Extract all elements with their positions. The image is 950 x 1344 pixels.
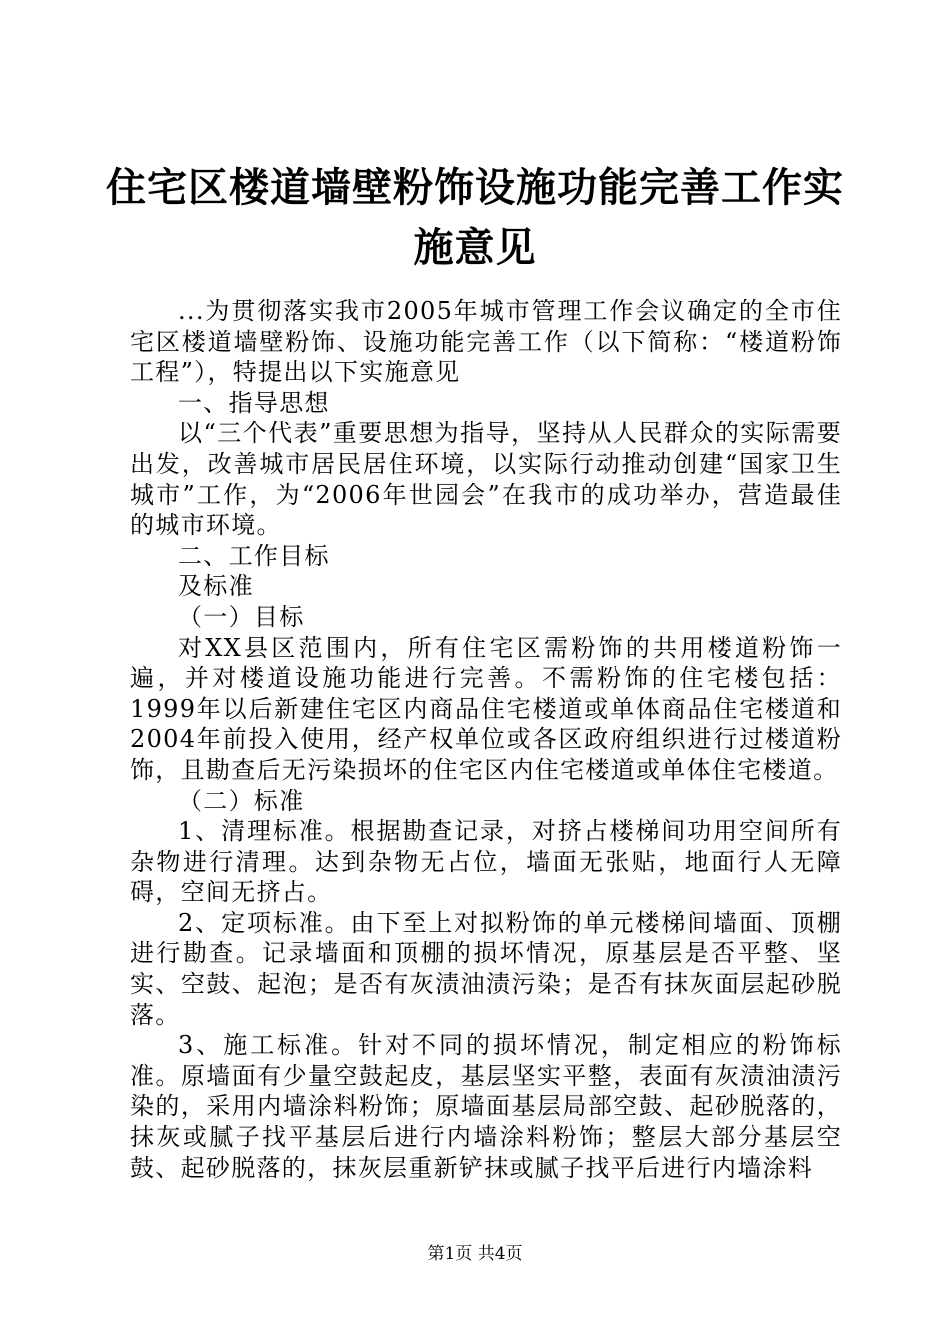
inspection-standard-paragraph: 2、定项标准。由下至上对拟粉饰的单元楼梯间墙面、顶棚进行勘查。记录墙面和顶棚的损坏情况，原基层是否平整、坚实、空鼓、起泡；是否有灰渍油渍污染；是否有抹灰面层起砂脱落。 bbox=[130, 908, 842, 1029]
construction-standard-paragraph: 3、施工标准。针对不同的损坏情况，制定相应的粉饰标准。原墙面有少量空鼓起皮，基层坚实平整，表面有灰渍油渍污染的，采用内墙涂料粉饰；原墙面基层局部空鼓、起砂脱落的，抹灰或腻子找平基层后进行内墙涂料粉饰；整层大部分基层空鼓、起砂脱落的，抹灰层重新铲抹或腻子找平后进行内墙涂料 bbox=[130, 1031, 842, 1182]
cleanup-standard-paragraph: 1、清理标准。根据勘查记录，对挤占楼梯间功用空间所有杂物进行清理。达到杂物无占位，墙面无张贴，地面行人无障碍，空间无挤占。 bbox=[130, 817, 842, 907]
page-footer: 第1页 共4页 bbox=[427, 1244, 523, 1264]
subsection-heading-standards: （二）标准 bbox=[178, 786, 305, 815]
goals-paragraph: 对XX县区范围内，所有住宅区需粉饰的共用楼道粉饰一遍，并对楼道设施功能进行完善。不需粉饰的住宅楼包括：1999年以后新建住宅区内商品住宅楼道或单体商品住宅楼道和2004年前投入使用，经产权单位或各区政府组织进行过楼道粉饰，且勘查后无污染损坏的住宅区内住宅楼道或单体住宅楼道。 bbox=[130, 633, 842, 784]
section-heading-standards: 及标准 bbox=[178, 572, 254, 601]
guiding-ideology-paragraph: 以“三个代表”重要思想为指导，坚持从人民群众的实际需要出发，改善城市居民居住环境，以实际行动推动创建“国家卫生城市”工作，为“2006年世园会”在我市的成功举办，营造最佳的城市环境。 bbox=[130, 419, 842, 540]
document-title: 住宅区楼道墙壁粉饰设施功能完善工作实施意见 bbox=[106, 164, 844, 271]
section-heading-guiding-ideology: 一、指导思想 bbox=[178, 388, 330, 417]
subsection-heading-goals: （一）目标 bbox=[178, 602, 305, 631]
intro-paragraph: ...为贯彻落实我市2005年城市管理工作会议确定的全市住宅区楼道墙壁粉饰、设施功能完善工作（以下简称：“楼道粉饰工程”），特提出以下实施意见 bbox=[130, 297, 842, 387]
document-body bbox=[130, 296, 842, 1183]
section-heading-work-goals: 二、工作目标 bbox=[178, 541, 330, 570]
